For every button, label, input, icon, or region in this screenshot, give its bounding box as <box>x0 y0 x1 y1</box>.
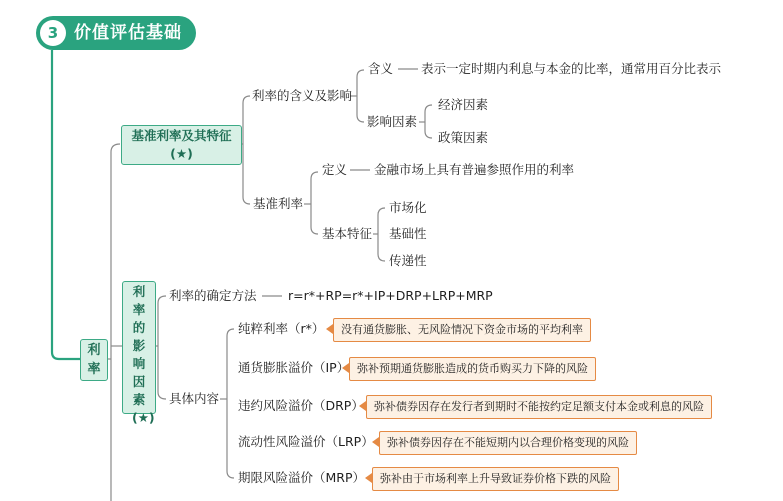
maturity-premium-note: 弥补由于市场利率上升导致证券价格下跌的风险 <box>372 467 619 491</box>
rate-formula: r=r*+RP=r*+IP+DRP+LRP+MRP <box>288 288 493 303</box>
policy-factor: 政策因素 <box>438 130 489 145</box>
callout-arrow <box>365 473 372 483</box>
economic-factor: 经济因素 <box>438 97 489 112</box>
benchmark-rate-node[interactable]: 基准利率 <box>253 196 304 211</box>
rate-factors-label: 利率的影响因素(★) <box>132 284 155 425</box>
determination-method-node[interactable]: 利率的确定方法 <box>169 288 257 303</box>
specific-content-node[interactable]: 具体内容 <box>169 391 220 406</box>
definition-label[interactable]: 含义 <box>368 61 394 76</box>
pure-rate-label[interactable]: 纯粹利率（r*） <box>238 321 325 336</box>
benchmark-definition-label[interactable]: 定义 <box>322 162 348 177</box>
default-premium-note: 弥补债券因存在发行者到期时不能按约定足额支付本金或利息的风险 <box>366 395 712 419</box>
pure-rate-note: 没有通货膨胀、无风险情况下资金市场的平均利率 <box>333 318 591 342</box>
root-node[interactable] <box>80 339 108 381</box>
feature-foundational: 基础性 <box>389 226 427 241</box>
base-rate-node[interactable] <box>121 125 242 165</box>
callout-arrow <box>342 363 349 373</box>
inflation-premium-note: 弥补预期通货膨胀造成的货币购买力下降的风险 <box>349 357 596 381</box>
callout-arrow <box>372 437 379 447</box>
definition-text: 表示一定时期内利息与本金的比率，通常用百分比表示 <box>421 61 722 76</box>
section-header <box>36 16 196 50</box>
default-premium-label[interactable]: 违约风险溢价（DRP） <box>238 398 364 413</box>
maturity-premium-label[interactable]: 期限风险溢价（MRP） <box>238 470 366 485</box>
base-rate-label: 基准利率及其特征(★) <box>131 128 232 161</box>
callout-arrow <box>326 324 333 334</box>
feature-transmissive: 传递性 <box>389 253 427 268</box>
rate-factors-node[interactable] <box>122 281 156 425</box>
root-label: 利率 <box>87 343 101 377</box>
meaning-node[interactable]: 利率的含义及影响 <box>252 88 353 103</box>
section-number-badge: 3 <box>40 20 66 46</box>
inflation-premium-label[interactable]: 通货膨胀溢价（IP） <box>238 360 350 375</box>
callout-arrow <box>359 401 366 411</box>
liquidity-premium-note: 弥补债券因存在不能短期内以合理价格变现的风险 <box>379 431 637 455</box>
feature-marketization: 市场化 <box>389 200 427 215</box>
liquidity-premium-label[interactable]: 流动性风险溢价（LRP） <box>238 434 374 449</box>
section-title: 价值评估基础 <box>74 23 182 43</box>
benchmark-definition-text: 金融市场上具有普遍参照作用的利率 <box>374 162 575 177</box>
influence-factors-node[interactable]: 影响因素 <box>367 114 418 129</box>
basic-features-node[interactable]: 基本特征 <box>322 226 373 241</box>
